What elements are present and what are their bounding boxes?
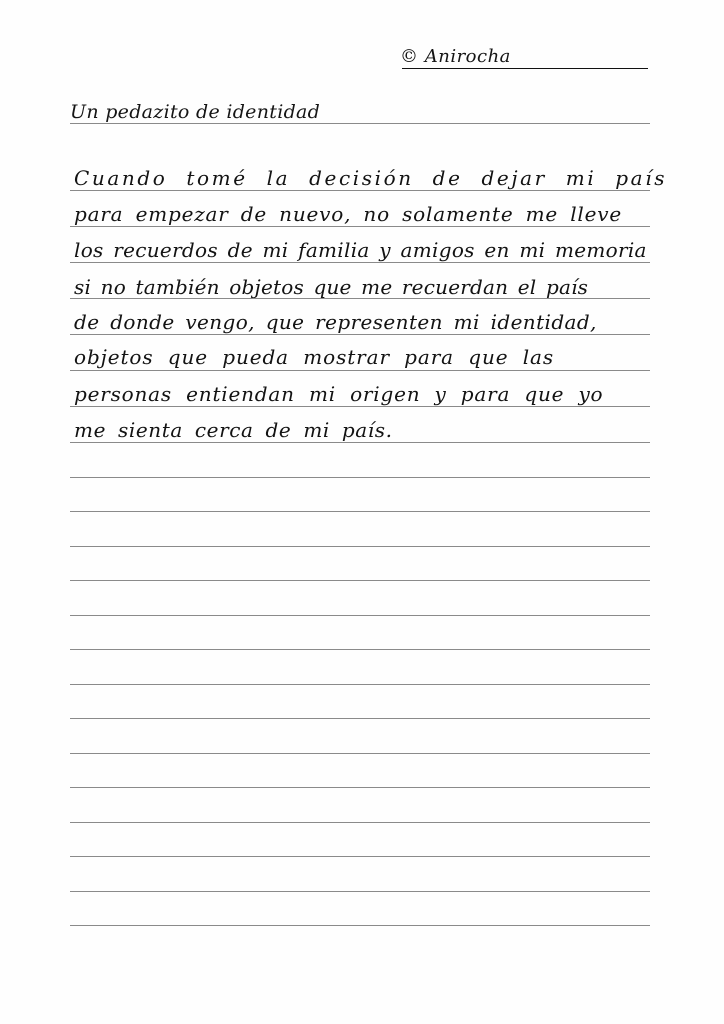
ruled-line [70,822,650,823]
ruled-line [70,442,650,443]
ruled-line [70,406,650,407]
ruled-line [70,891,650,892]
ruled-line [70,580,650,581]
ruled-line [70,684,650,685]
ruled-line [70,190,650,191]
ruled-line [70,546,650,547]
body-line: objetos que pueda mostrar para que las [74,345,554,369]
body-line: para empezar de nuevo, no solamente me lleve [74,202,622,226]
ruled-line [70,123,650,124]
author-signature: © Anirocha [400,46,511,67]
ruled-line [70,298,650,299]
author-underline [402,68,648,69]
body-line: personas entiendan mi origen y para que yo [74,382,604,406]
page-title: Un pedazito de identidad [70,101,321,123]
ruled-line [70,925,650,926]
ruled-line [70,718,650,719]
ruled-line [70,477,650,478]
body-line: de donde vengo, que representen mi identidad, [74,310,597,334]
ruled-line [70,262,650,263]
ruled-line [70,787,650,788]
ruled-line [70,226,650,227]
ruled-line [70,615,650,616]
body-line: los recuerdos de mi familia y amigos en mi memoria [74,238,647,262]
ruled-line [70,370,650,371]
ruled-line [70,649,650,650]
body-line: Cuando tomé la decisión de dejar mi país [74,166,668,190]
ruled-line [70,753,650,754]
body-line: si no también objetos que me recuerdan el país [74,275,589,299]
body-line: me sienta cerca de mi país. [74,418,393,442]
ruled-line [70,511,650,512]
ruled-line [70,334,650,335]
ruled-line [70,856,650,857]
